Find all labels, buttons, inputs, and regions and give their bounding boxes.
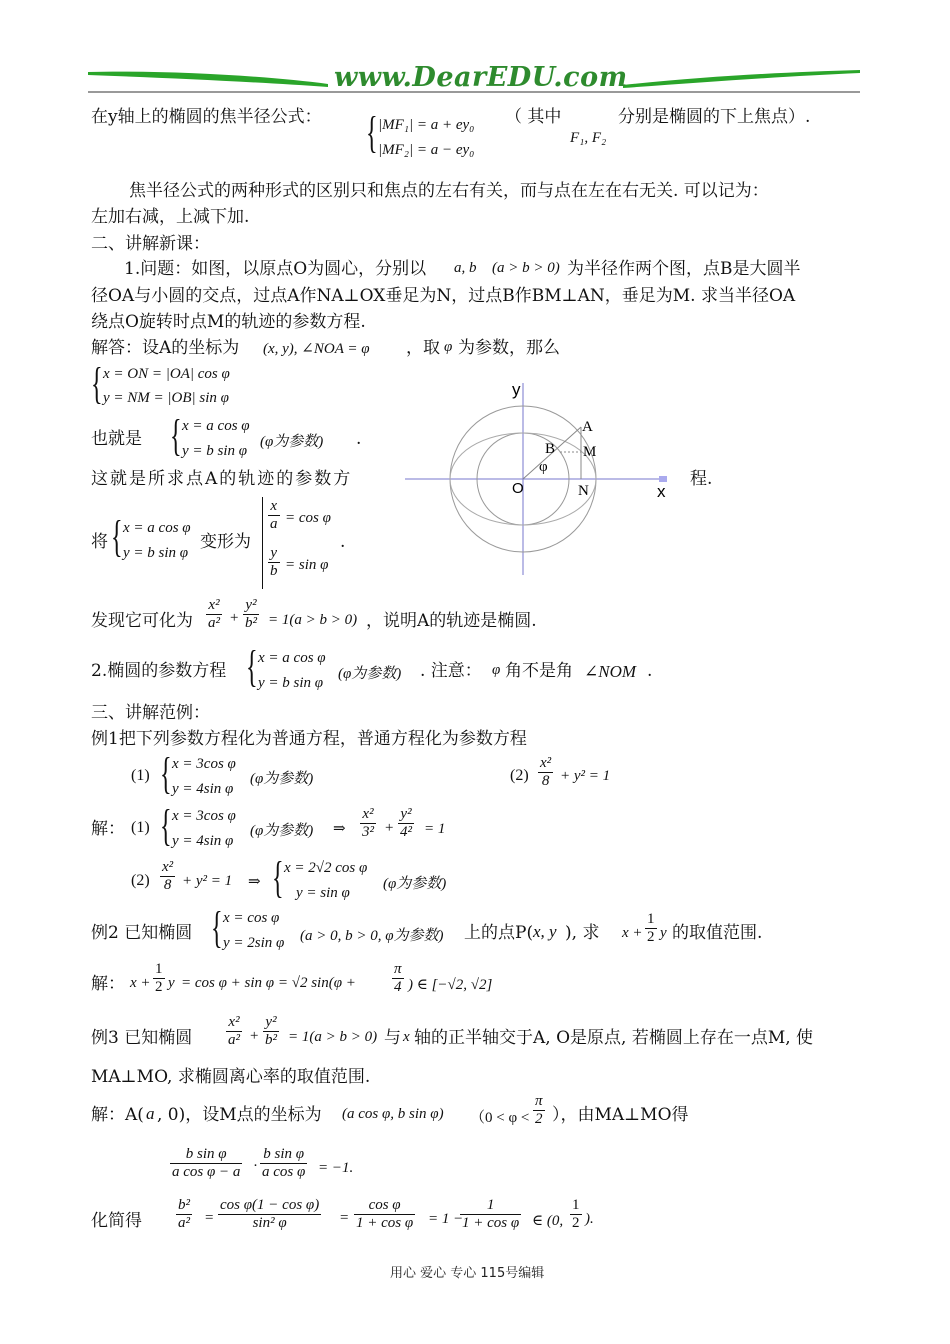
ex2-d: 的取值范围.: [672, 923, 763, 943]
sol1-arrow: ⇒: [333, 821, 346, 837]
s-frac2: $\frac{\text{cos φ(1 − cos φ)}}{\text{sin² φ}}$: [220, 1197, 320, 1231]
ex2s-y: y: [168, 975, 175, 991]
ans-c: 为参数，那么: [458, 338, 560, 358]
k-dot: ·: [253, 1158, 258, 1174]
ex2-cond: (a > 0, b > 0, φ为参数): [300, 928, 444, 944]
sol1-frac1: $\frac{\text{x²}}{\text{3²}}$: [362, 806, 374, 840]
plus-1: +: [230, 610, 239, 626]
p2-dot: .: [647, 661, 653, 681]
sol2-arrow: ⇒: [248, 874, 261, 890]
p2-note: (φ为参数): [338, 666, 402, 682]
s-frac3: $\frac{\text{cos φ}}{\text{1 + cos φ}}$: [356, 1197, 414, 1231]
p1a: 1.问题：如图，以原点O为圆心，分别以: [124, 259, 427, 279]
sys2-a: x = a cos φ: [182, 418, 250, 434]
ex3-eq: = 1(a > b > 0): [288, 1029, 378, 1045]
p2-phi: φ: [492, 662, 501, 678]
ex3-c: 轴的正半轴交于A, O是原点, 若椭圆上存在一点M, 使: [414, 1028, 814, 1048]
ex1-s1b: y = 4sin φ: [172, 781, 234, 797]
p2c: 角不是角: [505, 661, 573, 681]
ans-a: 解答：设A的坐标为: [91, 338, 240, 358]
ex1-2: (2): [510, 767, 529, 784]
ex2s-xplus: x +: [130, 975, 151, 991]
sys2-dot: .: [356, 429, 362, 449]
ex2-xplus: x +: [622, 925, 643, 941]
bianxing-dot: .: [340, 532, 346, 552]
sol1-eq: = 1: [424, 821, 446, 837]
sec2-heading: 二、讲解新课：: [91, 234, 210, 254]
k1-frac: $\frac{\text{b sin φ}}{\text{a cos φ − a}}$: [172, 1146, 241, 1180]
s-frac1: $\frac{\text{b²}}{\text{a²}}$: [178, 1197, 190, 1231]
s-frac4: $\frac{1}{\text{1 + cos φ}}$: [462, 1197, 520, 1231]
ex2-a: 例2 已知椭圆: [91, 923, 193, 943]
ans-phi: φ: [444, 339, 453, 355]
l1-mid-b: 分别是椭圆的下上焦点）.: [618, 107, 811, 127]
footer: 用心 爱心 专心 115号编辑: [390, 1266, 545, 1281]
ex1-plus: + y² = 1: [560, 768, 611, 784]
l1-prefix: 在y轴上的椭圆的焦半径公式：: [91, 107, 322, 127]
l1-f2: |MF₂| = a − ey₀: [378, 142, 475, 158]
fig-o: O: [512, 480, 524, 497]
ans-b: ，取: [406, 338, 440, 358]
header-logo[interactable]: www.DearEDU.com: [334, 62, 628, 93]
ex3-d: MA⊥MO, 求椭圆离心率的取值范围.: [91, 1067, 371, 1087]
l2: 焦半径公式的两种形式的区别只和焦点的左右有关，而与点在左在右无关. 可以记为：: [129, 181, 769, 201]
ex2-half: $\frac{1}{2}$: [647, 911, 655, 945]
frac-y2-b2: $\frac{\text{y²}}{\text{b²}}$: [245, 597, 257, 631]
s-end2: ).: [585, 1211, 594, 1227]
ellipse-figure: [405, 375, 705, 575]
find-a: 发现它可化为: [91, 611, 193, 631]
sys3-b: y = b sin φ: [123, 545, 189, 561]
ex3-plus: +: [250, 1028, 259, 1044]
sol1-brace: {: [160, 801, 172, 850]
p1-cond: (a > b > 0): [492, 260, 560, 276]
fig-y: y: [512, 380, 521, 399]
sys2-note: (φ为参数): [260, 434, 324, 450]
sol2-brace: {: [272, 853, 284, 902]
l1-brace: {: [366, 108, 378, 157]
sys1-b: y = NM = |OB| sin φ: [103, 390, 229, 406]
ex1-frac: $\frac{\text{x²}}{8}$: [540, 755, 552, 789]
fig-b: B: [545, 441, 556, 457]
sol2-frac: $\frac{\text{x²}}{8}$: [162, 859, 174, 893]
jie-2: 解：: [91, 974, 125, 994]
p2-brace: {: [246, 642, 258, 691]
ex1-1: (1): [131, 767, 150, 784]
k2-frac: $\frac{\text{b sin φ}}{\text{a cos φ}}$: [262, 1146, 306, 1180]
eq1: = 1(a > b > 0): [268, 612, 358, 628]
p1b: 为半径作两个图，点B是大圆半: [567, 259, 801, 279]
ex3-range-b: ），由MA⊥MO得: [552, 1105, 689, 1125]
ex2s-a: = cos φ + sin φ = √2 sin(φ +: [181, 975, 356, 991]
sys1-a: x = ON = |OA| cos φ: [103, 366, 230, 382]
sys2-b: y = b sin φ: [182, 443, 248, 459]
s-eq1: =: [205, 1210, 214, 1226]
ex1-s1a: x = 3cos φ: [172, 756, 236, 772]
ex2-b: 上的点P(: [464, 923, 534, 943]
ex2-brace: {: [211, 903, 223, 952]
ex2-sa: x = cos φ: [223, 910, 280, 926]
s-half: $\frac{1}{2}$: [572, 1197, 580, 1231]
ans-coord: (x, y), ∠NOA = φ: [263, 341, 370, 357]
s-eq2: =: [340, 1210, 349, 1226]
ex2s-b: ) ∈ [−√2, √2]: [408, 977, 493, 993]
p2-sa: x = a cos φ: [258, 650, 326, 666]
p2b: . 注意：: [420, 661, 482, 681]
sys4-bar: [262, 497, 263, 589]
sys3-a: x = a cos φ: [123, 520, 191, 536]
ex3-sol-a: 解：A(: [91, 1105, 144, 1125]
ex2-y: y: [660, 925, 667, 941]
sol1-plus: +: [385, 820, 394, 836]
p1-ab: a, b: [454, 260, 477, 276]
sys3-brace: {: [111, 512, 123, 561]
ex2-sb: y = 2sin φ: [223, 935, 285, 951]
p2-nom: ∠NOM: [584, 662, 637, 681]
jiang: 将: [91, 532, 108, 552]
sol2-b: y = sin φ: [296, 885, 350, 901]
k-eq: = −1.: [318, 1160, 354, 1176]
jie-1: 解：: [91, 819, 125, 839]
l1-mid-a: （ 其中: [505, 107, 562, 127]
track-end: 程.: [690, 469, 713, 489]
ex1-note: (φ为参数): [250, 771, 314, 787]
ex2s-half: $\frac{1}{2}$: [155, 961, 163, 995]
cos-eq: = cos φ: [285, 510, 331, 526]
ex3-a: 例3 已知椭圆: [91, 1028, 193, 1048]
frac-x2-a2: $\frac{\text{x²}}{\text{a²}}$: [208, 597, 220, 631]
sys2-brace: {: [170, 411, 182, 460]
ex3-sol-b: , 0)，设M点的坐标为: [157, 1105, 322, 1125]
sin-eq: = sin φ: [285, 557, 329, 573]
l1-f1: |MF₁| = a + ey₀: [378, 117, 475, 133]
fig-a: A: [582, 419, 593, 435]
sol2-a: x = 2√2 cos φ: [284, 860, 368, 876]
l1-foci: F₁, F₂: [570, 130, 607, 146]
ex3-frac1: $\frac{\text{x²}}{\text{a²}}$: [228, 1014, 240, 1048]
frac-x-a: $\frac{x}{a}$: [270, 498, 278, 532]
sol1-note: (φ为参数): [250, 823, 314, 839]
p2a: 2.椭圆的参数方程: [91, 661, 227, 681]
sol-2: (2): [131, 872, 150, 889]
fig-m: M: [583, 444, 597, 460]
l3: 左加右减，上减下加.: [91, 207, 250, 227]
sec3-heading: 三、讲解范例：: [91, 703, 210, 723]
sol1-frac2: $\frac{\text{y²}}{\text{4²}}$: [400, 806, 412, 840]
ex1-brace: {: [160, 749, 172, 798]
ex1: 例1把下列参数方程化为普通方程，普通方程化为参数方程: [91, 729, 527, 749]
fig-x: x: [657, 482, 666, 501]
fig-phi: φ: [539, 459, 548, 475]
s-end: ∈ (0,: [532, 1213, 564, 1229]
also: 也就是: [91, 429, 142, 449]
ex3-frac2: $\frac{\text{y²}}{\text{b²}}$: [265, 1014, 277, 1048]
sol1-a: x = 3cos φ: [172, 808, 236, 824]
find-b: ，说明A的轨迹是椭圆.: [366, 611, 537, 631]
sys1-brace: {: [91, 359, 103, 408]
sol-1: (1): [131, 819, 150, 836]
p1c: 径OA与小圆的交点，过点A作NA⊥OX垂足为N，过点B作BM⊥AN，垂足为M. 求当半径OA: [91, 286, 796, 306]
simp: 化简得: [91, 1211, 142, 1231]
sol2-note: (φ为参数): [383, 876, 447, 892]
ex2-xy: x, y: [533, 922, 557, 941]
ex2s-pi4: $\frac{\pi}{4}$: [394, 961, 402, 995]
ex3-sol-a2: a: [146, 1104, 155, 1123]
ex3-x: x: [403, 1029, 410, 1045]
frac-y-b: $\frac{y}{b}$: [270, 545, 278, 579]
header-banner: [88, 62, 860, 98]
p2-sb: y = b sin φ: [258, 675, 324, 691]
track: 这就是所求点A的轨迹的参数方: [91, 469, 353, 489]
ex3-coord: (a cos φ, b sin φ): [342, 1106, 444, 1122]
sol2-plus: + y² = 1: [182, 873, 233, 889]
bianxing: 变形为: [200, 532, 251, 552]
ex3-pi2: $\frac{\pi}{2}$: [535, 1093, 543, 1127]
ex3-range-a: （0 < φ <: [470, 1110, 530, 1126]
s-mid: = 1 −: [428, 1211, 464, 1227]
ex2-c: ), 求: [565, 923, 600, 943]
ex3-b: 与: [384, 1028, 401, 1048]
sol1-b: y = 4sin φ: [172, 833, 234, 849]
p1d: 绕点O旋转时点M的轨迹的参数方程.: [91, 312, 366, 332]
fig-n: N: [578, 483, 589, 499]
